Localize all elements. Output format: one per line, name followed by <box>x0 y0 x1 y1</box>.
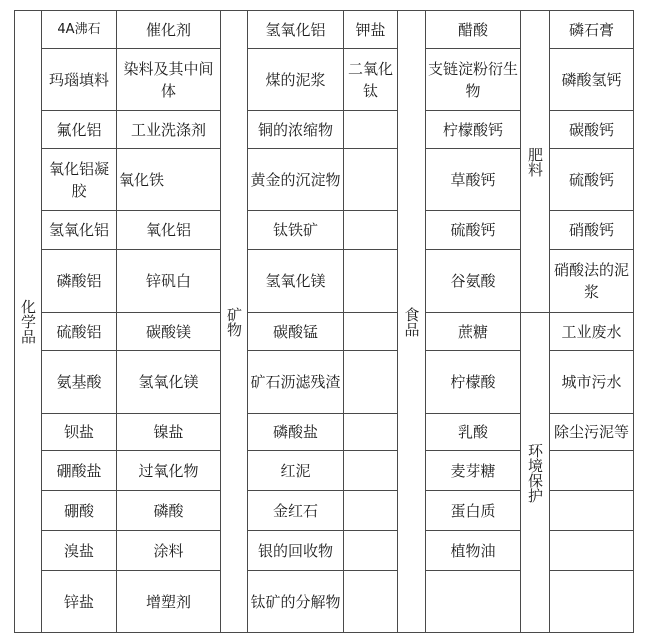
table-cell: 植物油 <box>425 530 521 571</box>
table-cell <box>343 530 398 571</box>
table-cell <box>343 148 398 211</box>
table-cell: 溴盐 <box>41 530 117 571</box>
table-cell: 磷酸盐 <box>247 413 344 451</box>
table-cell: 红泥 <box>247 450 344 491</box>
table-cell <box>549 450 634 491</box>
table-cell: 金红石 <box>247 490 344 531</box>
table-cell: 氢氧化铝 <box>247 10 344 49</box>
table-cell: 矿石沥滤残渣 <box>247 350 344 414</box>
table-cell <box>549 570 634 633</box>
table-cell: 氢氧化铝 <box>41 210 117 250</box>
table-cell: 钾盐 <box>343 10 398 49</box>
table-cell <box>425 570 521 633</box>
table-cell: 镍盐 <box>116 413 221 451</box>
table-cell: 玛瑙填料 <box>41 48 117 111</box>
table-cell: 涂料 <box>116 530 221 571</box>
table-cell: 谷氨酸 <box>425 249 521 313</box>
table-cell: 氨基酸 <box>41 350 117 414</box>
table-cell: 工业废水 <box>549 312 634 351</box>
table-cell <box>343 350 398 414</box>
table-cell: 碳酸锰 <box>247 312 344 351</box>
section-header-2: 食品 <box>397 10 426 633</box>
table-cell: 麦芽糖 <box>425 450 521 491</box>
section-header-4: 环境保护 <box>520 312 550 633</box>
table-cell <box>343 490 398 531</box>
table-cell: 氢氧化镁 <box>116 350 221 414</box>
table-cell: 铜的浓缩物 <box>247 110 344 149</box>
table-cell <box>343 570 398 633</box>
table-cell: 染料及其中间体 <box>116 48 221 111</box>
table-cell: 锌矾白 <box>116 249 221 313</box>
table-cell: 磷石膏 <box>549 10 634 49</box>
table-cell <box>549 490 634 531</box>
table-cell: 硝酸钙 <box>549 210 634 250</box>
table-cell: 银的回收物 <box>247 530 344 571</box>
table-cell <box>343 110 398 149</box>
table-cell <box>343 312 398 351</box>
table-cell: 硝酸法的泥浆 <box>549 249 634 313</box>
table-cell <box>343 450 398 491</box>
table-cell: 蛋白质 <box>425 490 521 531</box>
table-cell: 碳酸镁 <box>116 312 221 351</box>
table-cell: 磷酸铝 <box>41 249 117 313</box>
table-cell: 支链淀粉衍生物 <box>425 48 521 111</box>
table-cell: 氧化铝凝胶 <box>41 148 117 211</box>
table-cell <box>343 210 398 250</box>
table-cell: 黄金的沉淀物 <box>247 148 344 211</box>
table-cell: 钛铁矿 <box>247 210 344 250</box>
table-cell: 硼酸 <box>41 490 117 531</box>
table-cell: 碳酸钙 <box>549 110 634 149</box>
section-header-3: 肥料 <box>520 10 550 313</box>
table-cell: 氧化铁 <box>116 148 221 211</box>
table-cell: 醋酸 <box>425 10 521 49</box>
table-cell: 除尘污泥等 <box>549 413 634 451</box>
table-cell: 钛矿的分解物 <box>247 570 344 633</box>
table-cell: 4A沸石 <box>41 10 117 49</box>
table-cell: 氢氧化镁 <box>247 249 344 313</box>
table-cell: 硼酸盐 <box>41 450 117 491</box>
table-cell <box>343 413 398 451</box>
table-cell: 硫酸钙 <box>549 148 634 211</box>
table-cell: 磷酸 <box>116 490 221 531</box>
table-cell: 氟化铝 <box>41 110 117 149</box>
table-cell: 磷酸氢钙 <box>549 48 634 111</box>
table-cell: 蔗糖 <box>425 312 521 351</box>
table-cell: 柠檬酸钙 <box>425 110 521 149</box>
table-cell: 过氧化物 <box>116 450 221 491</box>
table-cell <box>549 530 634 571</box>
table-cell <box>343 249 398 313</box>
table-cell: 二氧化钛 <box>343 48 398 111</box>
table-cell: 钡盐 <box>41 413 117 451</box>
table-cell: 氧化铝 <box>116 210 221 250</box>
table-cell: 煤的泥浆 <box>247 48 344 111</box>
table-cell: 催化剂 <box>116 10 221 49</box>
table-cell: 乳酸 <box>425 413 521 451</box>
table-cell: 城市污水 <box>549 350 634 414</box>
table-cell: 硫酸钙 <box>425 210 521 250</box>
table-cell: 工业洗涤剂 <box>116 110 221 149</box>
table-cell: 增塑剂 <box>116 570 221 633</box>
table-cell: 柠檬酸 <box>425 350 521 414</box>
table-cell: 草酸钙 <box>425 148 521 211</box>
table-cell: 硫酸铝 <box>41 312 117 351</box>
section-header-0: 化学品 <box>14 10 42 633</box>
table-cell: 锌盐 <box>41 570 117 633</box>
section-header-1: 矿物 <box>220 10 248 633</box>
